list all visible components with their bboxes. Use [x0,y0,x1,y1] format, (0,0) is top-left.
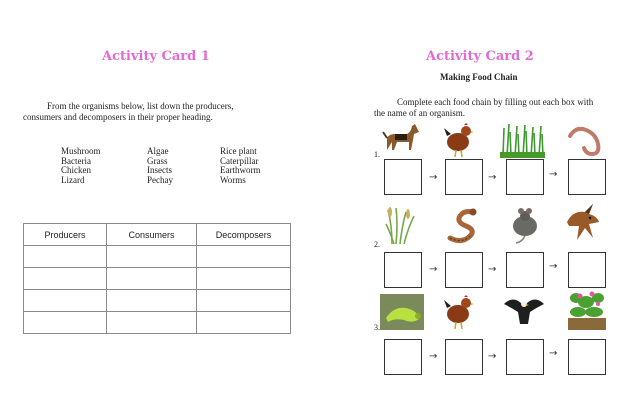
organism-item: Earthworm [220,165,261,175]
organism-item: Grass [147,155,168,166]
card2-instruction-line2: the name of an organism. [374,108,466,118]
chain-3-box-3[interactable] [506,339,544,375]
caterpillar-icon [380,294,424,330]
earthworm-icon [566,124,606,158]
table-header-row [24,224,291,246]
card2-title: Activity Card 2 [426,49,534,64]
chain-2-arrow-1: → [429,264,438,275]
chain-1-arrow-3: → [549,169,558,180]
card1-instruction-line2: consumers and decomposers in their proper heading. [23,112,213,122]
chain-2-arrow-2: → [488,264,497,275]
table-cell[interactable] [197,312,291,334]
chain-2-arrow-3: → [549,261,558,272]
organism-item: Algae [147,146,169,156]
card1-title: Activity Card 1 [102,49,210,64]
organism-item: Bacteria [61,155,91,166]
chicken-icon [444,122,474,158]
organism-column-2 [147,147,173,185]
card2-instruction-line1: Complete each food chain by filling out each box with [397,97,594,107]
table-cell[interactable] [107,290,197,312]
grass-icon [500,122,545,158]
chain-3-arrow-3: → [549,348,558,359]
chain-1-box-3[interactable] [506,159,544,195]
card1-instruction-line1: From the organisms below, list down the producers, [47,101,234,111]
dog-icon [381,120,421,160]
table-row [24,268,291,290]
chain-1-label: 1. [374,150,380,159]
chain-2-label: 2. [374,240,380,249]
chain-1-arrow-1: → [429,172,438,183]
table-row [24,246,291,268]
card1-instruction [23,101,291,112]
table-cell[interactable] [24,312,107,334]
organism-item: Chicken [61,165,91,175]
leafy-plant-icon [568,288,606,330]
organism-item: Worms [220,174,246,185]
chain-2-box-3[interactable] [506,252,544,288]
organism-item: Pechay [147,174,173,185]
chain-2-box-2[interactable] [445,252,483,288]
chain-2-box-1[interactable] [384,252,422,288]
table-cell[interactable] [107,268,197,290]
organism-item: Rice plant [220,146,257,156]
table-cell[interactable] [24,246,107,268]
organism-item: Insects [147,165,172,175]
header-consumers: Consumers [107,224,197,246]
table-cell[interactable] [107,312,197,334]
table-cell[interactable] [24,268,107,290]
snake-icon [444,206,480,244]
chain-3-box-2[interactable] [445,339,483,375]
organism-column-1 [61,147,101,185]
organism-item: Caterpillar [220,155,259,166]
chain-3-box-4[interactable] [568,339,606,375]
chain-3-label: 3. [374,323,380,332]
header-decomposers: Decomposers [197,224,291,246]
chain-3-arrow-1: → [429,351,438,362]
eagle-icon [502,290,546,330]
chain-1-arrow-2: → [488,172,497,183]
chain-3-box-1[interactable] [384,339,422,375]
table-row [24,290,291,312]
table-cell[interactable] [197,268,291,290]
header-producers: Producers [24,224,107,246]
organism-item: Lizard [61,174,85,185]
organism-column-3 [220,147,261,185]
rice-plant-icon [384,206,418,244]
table-cell[interactable] [197,290,291,312]
table-cell[interactable] [107,246,197,268]
card2-subtitle: Making Food Chain [440,72,518,82]
table-row [24,312,291,334]
table-cell[interactable] [24,290,107,312]
chain-1-box-4[interactable] [568,159,606,195]
rat-icon [506,206,544,244]
chain-1-box-1[interactable] [384,159,422,195]
chain-2-box-4[interactable] [568,252,606,288]
table-cell[interactable] [197,246,291,268]
hawk-icon [563,200,603,244]
chain-1-box-2[interactable] [445,159,483,195]
chain-3-arrow-2: → [488,351,497,362]
chicken-icon [444,294,474,330]
classification-table [23,223,291,334]
organism-item: Mushroom [61,146,101,156]
